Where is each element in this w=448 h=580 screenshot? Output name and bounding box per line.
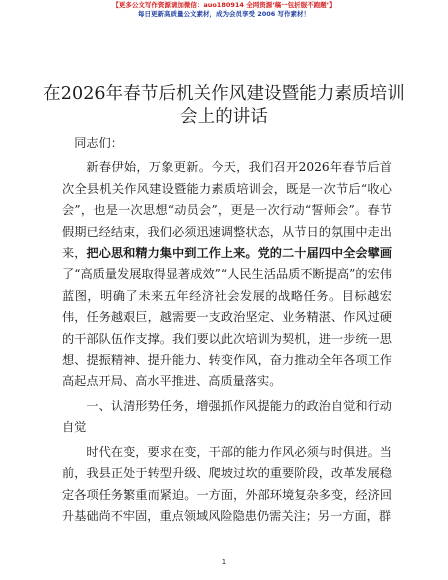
- banner-subscribe-line: 每日更新高质量公文素材，成为会员享受 2006 写作素材！: [137, 10, 311, 18]
- paragraph-intro: [62, 157, 392, 392]
- header-banner: [0, 1, 448, 19]
- paragraph-intro-text: 新春伊始，万象更新。今天，我们召开2026年春节后首次全县机关作风建设暨能力素质培训会，既是一次节后“收心会”，也是一次思想“动员会”，更是一次行动“誓师会”。春节假期已经结束，我们必须迅速调整状态，从节日的氛围中走出来，: [62, 160, 392, 261]
- salutation: 同志们：: [74, 136, 123, 150]
- banner-promo-line: 【更多公文写作资源请加微信：auo180914 全网资源‘稿一包折服不跑题’】: [112, 1, 336, 9]
- paragraph-intro-rest: 了“高质量发展取得显著成效”“人民生活品质不断提高”的宏伟蓝图，明确了未来五年经济社会发展的战略任务。目标越宏伟，任务越艰巨，越需要一支政治坚定、业务精湛、作风过硬的干部队伍作支撑。我们要以此次培训为契机，进一步统一思想、提振精神、提升能力、转变作风，奋力推动全年各项工作高起点开局、高水平推进、高质量落实。: [62, 267, 392, 389]
- page-number: 1: [221, 558, 227, 566]
- paragraph-section-1: 时代在变，要求在变，干部的能力作风必须与时俱进。当前，我县正处于转型升级、爬坡过坎的重要阶段，改革发展稳定各项任务繁重而紧迫。一方面，外部环境复杂多变，经济回升基础尚不牢固，重点领域风险隐患仍需关注；另一方面，群: [62, 444, 392, 523]
- paragraph-intro-bold: 把心思和精力集中到工作上来。党的二十届四中全会擘画: [86, 246, 393, 261]
- document-body: [62, 133, 392, 527]
- document-title: 在2026年春节后机关作风建设暨能力素质培训会上的讲话: [43, 84, 405, 127]
- section-heading-1: 一、认清形势任务，增强抓作风提能力的政治自觉和行动自觉: [62, 398, 392, 435]
